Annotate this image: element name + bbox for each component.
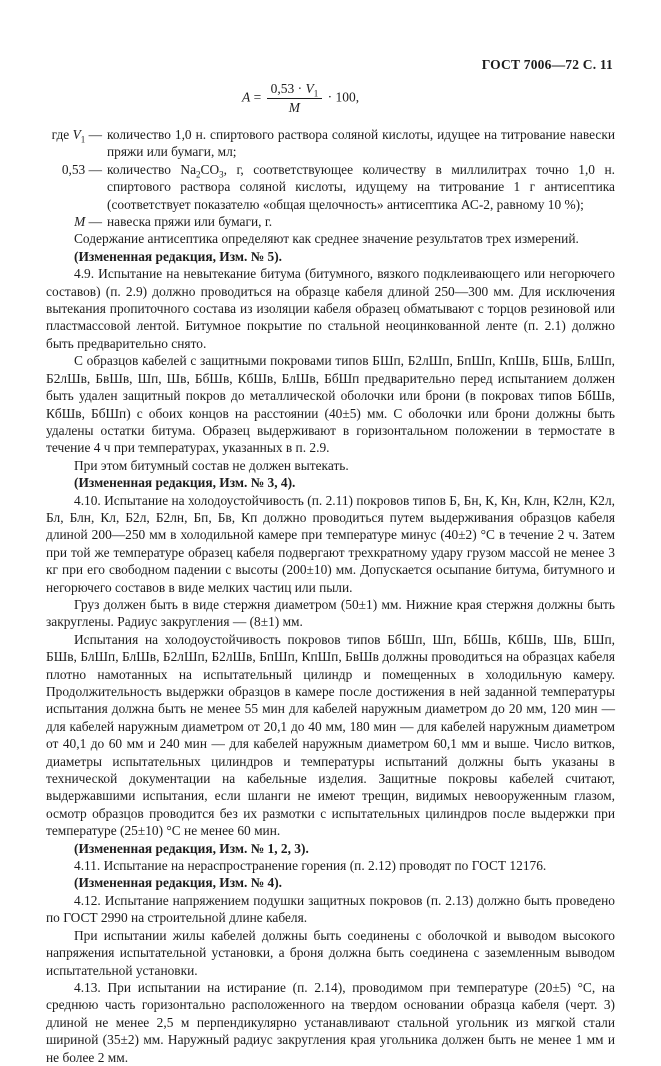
formula-numerator-var: V [305, 81, 314, 96]
formula-dot: · [327, 89, 333, 105]
formula-factor: 100, [335, 89, 360, 105]
revision-note: (Измененная редакция, Изм. № 3, 4). [74, 475, 296, 491]
formula-numerator-sub: 1 [313, 88, 319, 99]
formula-numerator-coeff: 0,53 · [270, 81, 306, 96]
paragraph: При испытании жилы кабелей должны быть соединены с оболочкой и выводом высокого напряжения испытательной установки, а броня должна быть соединена с заземленным выводом испытательной установки. [46, 927, 615, 978]
paragraph-4-11: 4.11. Испытание на нераспространение горения (п. 2.12) проводят по ГОСТ 12176. [74, 858, 547, 874]
definition-term: М — [74, 214, 102, 230]
paragraph-4-12: 4.12. Испытание напряжением подушки защитных покровов (п. 2.13) должно быть проведено по ГОСТ 2990 на строительной длине кабеля. [46, 892, 615, 926]
formula-denominator: M [288, 100, 300, 115]
definition-body: навеска пряжи или бумаги, г. [107, 214, 273, 230]
paragraph: Испытания на холодоустойчивость покровов типов БбШп, Шп, БбШв, КбШв, Шв, БШп, БШв, БлШп, БлШв, Б2лШп, Б2лШв, БпШп, КпШп, БвШв должны проводиться на образцах кабеля плотно намотанных на испытательный цилиндр и помещенных в холодильную камеру. Продолжительность выдержки образцов в камере после достижения в ней заданной температуры испытания должна быть не менее 55 мин для кабелей наружным диаметром до 20 мм, 120 мин — для кабелей наружным диаметром от 20,1 до 40 мм, 180 мин — для кабелей наружным диаметром от 40,1 до 60 мм и 240 мин — для кабелей наружным диаметром 60,1 мм и выше. Число витков, диаметры испытательных цилиндров и температуры испытаний должны быть указаны в технической документации на кабельные изделия. Защитные покровы кабелей считают, выдержавшими испытания, если шланги не имеют трещин, видимых невооруженным глазом, осмотр образцов проводится без их размотки с испытательных цилиндров после выдержки при температуре (25±10) °С не менее 60 мин. [46, 631, 615, 839]
paragraph-4-10: 4.10. Испытание на холодоустойчивость (п. 2.11) покровов типов Б, Бн, К, Кн, Клн, К2лн, К2л, Бл, Блн, Кл, Б2л, Б2лн, Бп, Бв, Кп должно проводиться путем выдерживания образцов кабеля длиной 200—250 мм в холодильной камере при температуре минус (40±2) °С в течение 2 ч. Затем при той же температуре образец кабеля подвергают трехкратному удару грузом массой не менее 3 кг при его свободном падении с высоты (200±10) мм. Допускается осыпание битума, битумного и негорючего составов в виде мелких частиц или пыли. [46, 492, 615, 595]
formula [46, 81, 555, 116]
definition-term: 0,53 — [61, 161, 102, 177]
definition-term: где $V_1$ — [51, 127, 102, 145]
paragraph-4-9: 4.9. Испытание на невытекание битума (битумного, вязкого подклеивающего или негорючего составов) (п. 2.9) должно проводиться на образце кабеля длиной 250—300 мм. Для исключения вытекания пропиточного состава из изоляции кабеля образец обматывают с торцов резиновой или пластмассовой лентой. Битумное покрытие по стальной неоцинкованной ленте (п. 2.1) должно быть предварительно снято. [46, 266, 615, 351]
paragraph: Груз должен быть в виде стержня диаметром (50±1) мм. Нижние края стержня должны быть закруглены. Радиус закругления — (8±1) мм. [46, 596, 615, 630]
paragraph: При этом битумный состав не должен вытекать. [74, 457, 349, 473]
document-body [46, 230, 615, 1066]
definition-row [46, 126, 615, 161]
formula-numerator [267, 81, 323, 99]
definition-row [46, 161, 615, 213]
formula-equals: = [253, 89, 262, 105]
definition-body: количество 1,0 н. спиртового раствора соляной кислоты, идущее на титрование навески пряжи или бумаги, мл; [107, 127, 615, 160]
definition-row [46, 213, 615, 230]
revision-note: (Измененная редакция, Изм. № 1, 2, 3). [74, 840, 309, 856]
paragraph-4-13: 4.13. При испытании на истирание (п. 2.14), проводимом при температуре (20±5) °С, на среднюю часть горизонтально расположенного на твердом основании образца кабеля (черт. 3) длиной не менее 2,5 м перпендикулярно устанавливают стальной угольник из мягкой стали шириной (35±2) мм. Наружный радиус закругления края угольника должен быть не менее 1 мм и не более 2 мм. [46, 979, 615, 1065]
paragraph: Содержание антисептика определяют как среднее значение результатов трех измерений. [74, 231, 579, 247]
formula-lhs: A [241, 89, 251, 105]
revision-note: (Измененная редакция, Изм. № 4). [74, 875, 283, 891]
paragraph: С образцов кабелей с защитными покровами типов БШп, Б2лШп, БпШп, КпШв, БШв, БлШп, Б2лШв, БвШв, Шп, Шв, БбШв, КбШв, БлШв, БбШп предварительно перед испытанием должен быть удален защитный покров до металлической оболочки или брони (в покровах типов БбШв, КбШв, БбШп) с обоих концов на расстоянии (40±5) мм. С оболочки или брони должны быть удалены остатки битума. Образец выдерживают в горизонтальном положении в термостате в течение 4 ч при температурах, указанных в п. 2.9. [46, 353, 615, 456]
page-header: ГОСТ 7006—72 С. 11 [481, 57, 613, 72]
formula-fraction [267, 81, 323, 116]
revision-note: (Измененная редакция, Изм. № 5). [74, 248, 283, 264]
definition-body: количество $Na_2CO_3$, г, соответствующее количеству в миллилитрах точно 1,0 н. спиртового раствора соляной кислоты, идущему на титрование 1 г антисептика (соответствует показателю «общая щелочность» антисептика АС-2, равному 10 %); [107, 161, 615, 212]
definition-list [46, 126, 615, 230]
